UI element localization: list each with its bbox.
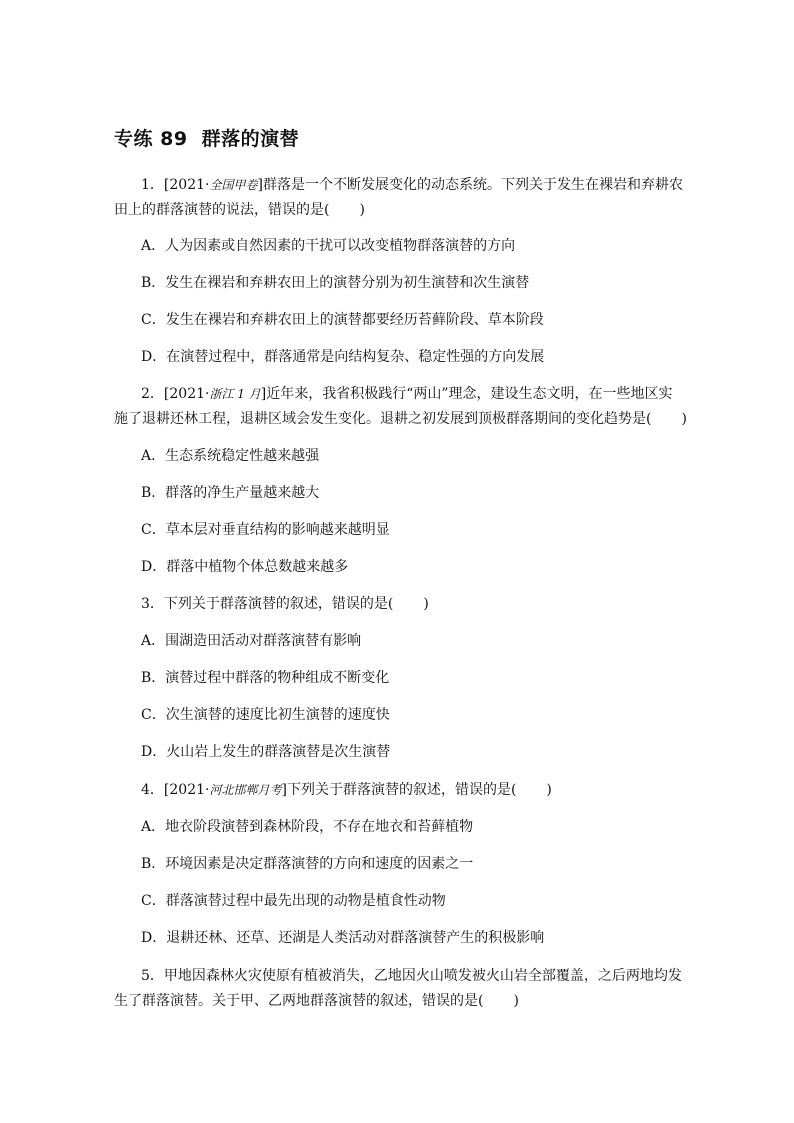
- source-bracket-open: [2021·: [163, 386, 210, 402]
- question-5-stem: [141, 966, 721, 986]
- question-2-stem-cont: [114, 409, 694, 429]
- question-3-stem: [141, 594, 721, 614]
- source-bracket-close: ]: [260, 386, 267, 402]
- answer-paren-close: ): [359, 202, 365, 218]
- question-number: 5．: [141, 968, 164, 984]
- source-bracket-open: [2021·: [163, 177, 210, 193]
- option-c: C．群落演替过程中最先出现的动物是植食性动物: [141, 893, 446, 909]
- option-c: C．发生在裸岩和弃耕农田上的演替都要经历苔藓阶段、草本阶段: [141, 312, 544, 328]
- question-text: 下列关于群落演替的叙述，错误的是(: [286, 782, 517, 798]
- question-source: 全国甲卷: [209, 178, 258, 192]
- title-number: 专练 89: [114, 128, 188, 150]
- option-b: B．群落的净生产量越来越大: [141, 485, 320, 501]
- option-d: D．退耕还林、还草、还湖是人类活动对群落演替产生的积极影响: [141, 930, 545, 946]
- question-number: 4．: [141, 782, 164, 798]
- source-bracket-close: ]: [257, 177, 263, 193]
- question-text: 施了退耕还林工程，退耕区域会发生变化。退耕之初发展到顶极群落期间的变化趋势是(: [114, 411, 652, 427]
- answer-paren-close: ): [423, 596, 429, 612]
- question-number: 3．: [141, 596, 164, 612]
- option-a: A．地衣阶段演替到森林阶段，不存在地衣和苔藓植物: [141, 819, 474, 835]
- question-4-stem: [141, 780, 721, 800]
- question-source: 浙江 1 月: [209, 387, 261, 401]
- answer-paren-close: ): [546, 782, 552, 798]
- question-1-stem-cont: [114, 200, 694, 220]
- option-a: A．人为因素或自然因素的干扰可以改变植物群落演替的方向: [141, 238, 516, 254]
- question-2-stem: [141, 384, 721, 404]
- question-5-stem-cont: [114, 991, 694, 1011]
- question-text: 下列关于群落演替的叙述，错误的是(: [163, 596, 394, 612]
- option-b: B．演替过程中群落的物种组成不断变化: [141, 670, 390, 686]
- question-number: 1．: [141, 177, 164, 193]
- option-d: D．火山岩上发生的群落演替是次生演替: [141, 744, 391, 760]
- option-b: B．发生在裸岩和弃耕农田上的演替分别为初生演替和次生演替: [141, 275, 530, 291]
- answer-paren-close: ): [513, 993, 519, 1009]
- question-1-stem: [141, 175, 721, 195]
- option-c: C．草本层对垂直结构的影响越来越明显: [141, 522, 390, 538]
- option-b: B．环境因素是决定群落演替的方向和速度的因素之一: [141, 856, 474, 872]
- source-bracket-open: [2021·: [163, 782, 210, 798]
- question-number: 2．: [141, 386, 164, 402]
- option-a: A．围湖造田活动对群落演替有影响: [141, 633, 362, 649]
- question-text: 近年来，我省积极践行“两山”理念，建设生态文明，在一些地区实: [266, 386, 673, 402]
- question-text: 田上的群落演替的说法，错误的是(: [114, 202, 330, 218]
- option-d: D．在演替过程中，群落通常是向结构复杂、稳定性强的方向发展: [141, 349, 545, 365]
- question-text: 甲地因森林火灾使原有植被消失，乙地因火山喷发被火山岩全部覆盖，之后两地均发: [163, 968, 682, 984]
- title-text: 群落的演替: [201, 128, 300, 150]
- source-bracket-close: ]: [281, 782, 287, 798]
- question-source: 河北邯郸月考: [209, 783, 282, 797]
- option-c: C．次生演替的速度比初生演替的速度快: [141, 707, 390, 723]
- answer-paren-close: ): [681, 411, 687, 427]
- option-d: D．群落中植物个体总数越来越多: [141, 559, 349, 575]
- option-a: A．生态系统稳定性越来越强: [141, 448, 320, 464]
- question-text: 群落是一个不断发展变化的动态系统。下列关于发生在裸岩和弃耕农: [262, 177, 683, 193]
- question-text: 生了群落演替。关于甲、乙两地群落演替的叙述，错误的是(: [114, 993, 484, 1009]
- page-title: [114, 124, 299, 151]
